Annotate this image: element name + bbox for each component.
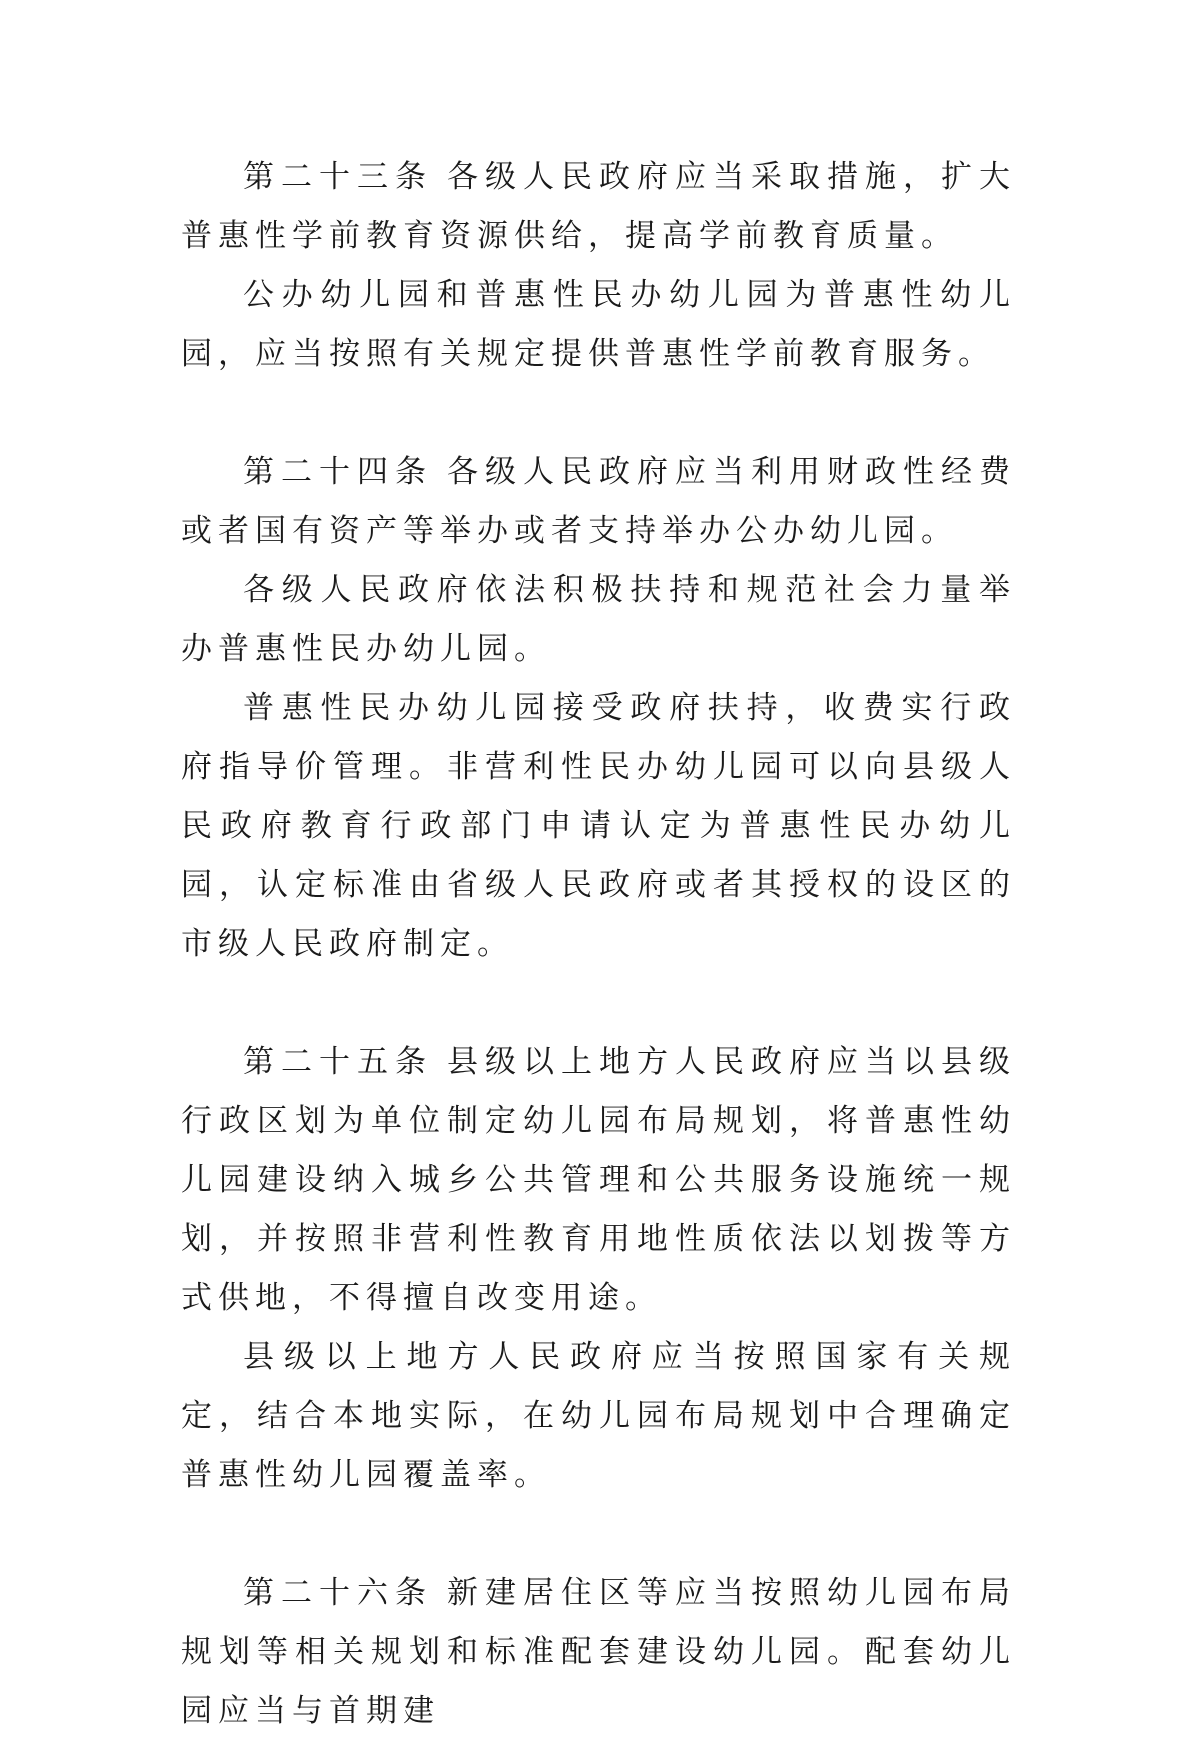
paragraph-text: 县级以上地方人民政府应当以县级行政区划为单位制定幼儿园布局规划，将普惠性幼儿园建设纳入城乡公共管理和公共服务设施统一规划，并按照非营利性教育用地性质依法以划拨等方式供地，不得擅自改变用途。 <box>181 1044 1016 1316</box>
article-24 <box>181 443 1016 974</box>
paragraph-text: 各级人民政府依法积极扶持和规范社会力量举办普惠性民办幼儿园。 <box>181 572 1016 667</box>
article-paragraph <box>181 1328 1016 1505</box>
article-number: 第二十四条 <box>243 454 433 490</box>
article-26 <box>181 1564 1016 1741</box>
article-paragraph <box>181 561 1016 679</box>
document-body <box>181 148 1016 1741</box>
article-paragraph <box>181 443 1016 561</box>
article-number: 第二十五条 <box>243 1044 433 1080</box>
article-number: 第二十三条 <box>243 159 433 195</box>
article-paragraph <box>181 679 1016 974</box>
article-paragraph <box>181 1564 1016 1741</box>
article-paragraph <box>181 266 1016 384</box>
article-paragraph <box>181 148 1016 266</box>
article-paragraph <box>181 1033 1016 1328</box>
paragraph-text: 新建居住区等应当按照幼儿园布局规划等相关规划和标准配套建设幼儿园。配套幼儿园应当与首期建 <box>181 1575 1016 1729</box>
article-25 <box>181 1033 1016 1505</box>
paragraph-text: 普惠性民办幼儿园接受政府扶持，收费实行政府指导价管理。非营利性民办幼儿园可以向县级人民政府教育行政部门申请认定为普惠性民办幼儿园，认定标准由省级人民政府或者其授权的设区的市级人民政府制定。 <box>181 690 1016 962</box>
paragraph-text: 各级人民政府应当采取措施，扩大普惠性学前教育资源供给，提高学前教育质量。 <box>181 159 1016 254</box>
paragraph-text: 各级人民政府应当利用财政性经费或者国有资产等举办或者支持举办公办幼儿园。 <box>181 454 1016 549</box>
article-number: 第二十六条 <box>243 1575 433 1611</box>
paragraph-text: 县级以上地方人民政府应当按照国家有关规定，结合本地实际，在幼儿园布局规划中合理确定普惠性幼儿园覆盖率。 <box>181 1339 1016 1493</box>
paragraph-text: 公办幼儿园和普惠性民办幼儿园为普惠性幼儿园，应当按照有关规定提供普惠性学前教育服务。 <box>181 277 1016 372</box>
article-23 <box>181 148 1016 384</box>
